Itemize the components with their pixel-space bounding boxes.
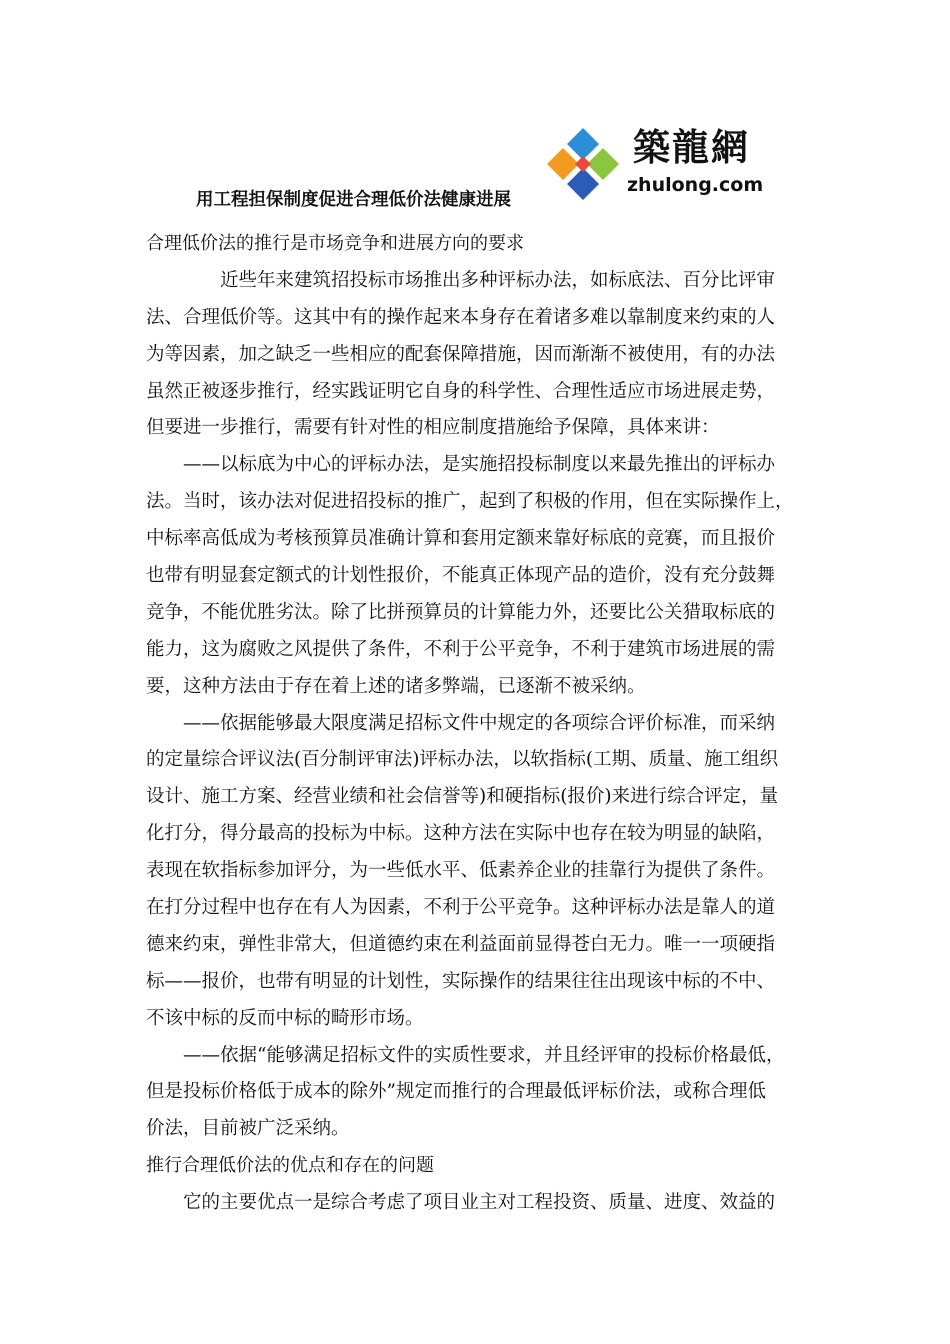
- paragraph-line: 要，这种方法由于存在着上述的诸多弊端，已逐渐不被采纳。: [146, 675, 646, 697]
- paragraph-line: 设计、施工方案、经营业绩和社会信誉等)和硬指标(报价)来进行综合评定，量: [146, 786, 779, 808]
- logo-chinese-name: 築龍網: [633, 126, 750, 169]
- paragraph-line: 虽然正被逐步推行，经实践证明它自身的科学性、合理性适应市场进展走势，: [146, 380, 776, 402]
- logo-diamond-left: [547, 148, 579, 180]
- logo-diamond-bottom: [567, 168, 599, 200]
- paragraph-line: 在打分过程中也存在有人为因素，不利于公平竞争。这种评标办法是靠人的道: [146, 897, 776, 919]
- paragraph-line: ——依据“能够满足招标文件的实质性要求，并且经评审的投标价格最低，: [183, 1044, 785, 1066]
- paragraph-line: 也带有明显套定额式的计划性报价，不能真正体现产品的造价，没有充分鼓舞: [146, 565, 776, 587]
- document-title: 用工程担保制度促进合理低价法健康进展: [196, 190, 511, 210]
- logo-website: zhulong.com: [627, 174, 764, 196]
- zhulong-logo-mark-icon: [543, 124, 623, 204]
- paragraph-line: 不该中标的反而中标的畸形市场。: [146, 1007, 424, 1029]
- paragraph-line: 但要进一步推行，需要有针对性的相应制度措施给予保障，具体来讲：: [146, 417, 720, 439]
- paragraph-line: ——依据能够最大限度满足招标文件中规定的各项综合评价标准，而采纳: [183, 712, 776, 734]
- paragraph-line: 表现在软指标参加评分，为一些低水平、低素养企业的挂靠行为提供了条件。: [146, 860, 776, 882]
- paragraph-line: 能力，这为腐败之风提供了条件，不利于公平竞争，不利于建筑市场进展的需: [146, 638, 776, 660]
- paragraph-line: 标——报价，也带有明显的计划性，实际操作的结果往往出现该中标的不中、: [146, 970, 776, 992]
- logo-diamond-right: [587, 148, 619, 180]
- paragraph-line: 它的主要优点一是综合考虑了项目业主对工程投资、质量、进度、效益的: [183, 1192, 776, 1214]
- section-heading: 推行合理低价法的优点和存在的问题: [146, 1155, 434, 1177]
- paragraph-line: 法、合理低价等。这其中有的操作起来本身存在着诸多难以靠制度来约束的人: [146, 306, 776, 328]
- paragraph-line: 为等因素，加之缺乏一些相应的配套保障措施，因而渐渐不被使用，有的办法: [146, 343, 776, 365]
- paragraph-line: 法。当时，该办法对促进招投标的推广，起到了积极的作用，但在实际操作上，: [146, 491, 794, 513]
- paragraph-line: ——以标底为中心的评标办法，是实施招投标制度以来最先推出的评标办: [183, 454, 776, 476]
- paragraph-line: 德来约束，弹性非常大，但道德约束在利益面前显得苍白无力。唯一一项硬指: [146, 933, 776, 955]
- document-body: [146, 226, 810, 1222]
- paragraph-line: 但是投标价格低于成本的除外”规定而推行的合理最低评标价法，或称合理低: [146, 1081, 766, 1103]
- paragraph-line: 的定量综合评议法(百分制评审法)评标办法，以软指标(工期、质量、施工组织: [146, 749, 779, 771]
- logo-diamond-top: [567, 128, 599, 160]
- paragraph-line: 中标率高低成为考核预算员准确计算和套用定额来靠好标底的竞赛，而且报价: [146, 528, 776, 550]
- zhulong-logo: [543, 120, 764, 205]
- section-heading: 合理低价法的推行是市场竞争和进展方向的要求: [146, 233, 524, 254]
- paragraph-line: 竞争，不能优胜劣汰。除了比拼预算员的计算能力外，还要比公关猎取标底的: [146, 601, 776, 623]
- paragraph-line: 近些年来建筑招投标市场推出多种评标办法，如标底法、百分比评审: [220, 269, 776, 291]
- paragraph-line: 化打分，得分最高的投标为中标。这种方法在实际中也存在较为明显的缺陷，: [146, 823, 776, 845]
- paragraph-line: 价法，目前被广泛采纳。: [146, 1118, 350, 1140]
- logo-diamond-center: [575, 156, 591, 172]
